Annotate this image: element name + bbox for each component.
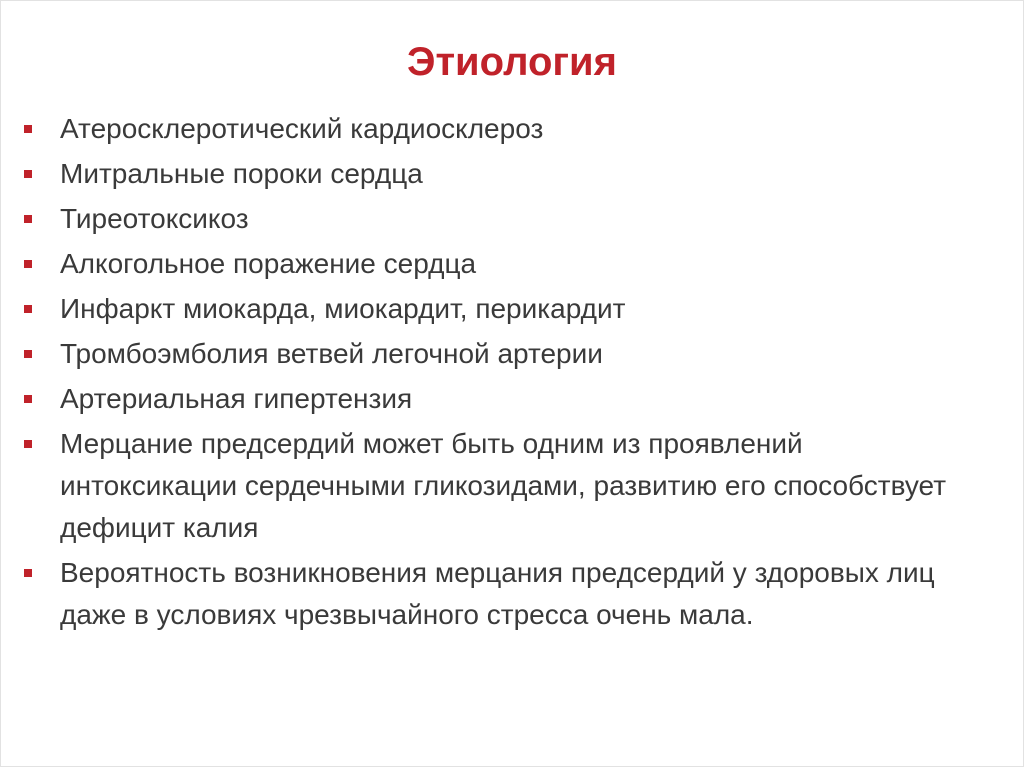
list-item	[24, 108, 984, 150]
bullet-text: Вероятность возникновения мерцания предсердий у здоровых лиц даже в условиях чрезвычайного стресса очень мала.	[60, 557, 935, 630]
bullet-text: Атеросклеротический кардиосклероз	[60, 113, 544, 144]
list-item	[24, 153, 984, 195]
bullet-list	[24, 108, 984, 639]
list-item	[24, 552, 984, 636]
bullet-square-icon	[24, 260, 32, 268]
bullet-square-icon	[24, 440, 32, 448]
list-item	[24, 288, 984, 330]
list-item	[24, 243, 984, 285]
slide-title: Этиология	[407, 40, 617, 84]
bullet-text: Артериальная гипертензия	[60, 383, 413, 414]
bullet-square-icon	[24, 305, 32, 313]
bullet-square-icon	[24, 569, 32, 577]
bullet-text: Тромбоэмболия ветвей легочной артерии	[60, 338, 603, 369]
bullet-text: Тиреотоксикоз	[60, 203, 249, 234]
bullet-text: Алкогольное поражение сердца	[60, 248, 477, 279]
bullet-square-icon	[24, 395, 32, 403]
bullet-text: Митральные пороки сердца	[60, 158, 423, 189]
bullet-text: Инфаркт миокарда, миокардит, перикардит	[60, 293, 626, 324]
bullet-text: Мерцание предсердий может быть одним из проявлений интоксикации сердечными гликозидами, развитию его способствует дефицит калия	[60, 428, 947, 543]
list-item	[24, 198, 984, 240]
bullet-square-icon	[24, 350, 32, 358]
list-item	[24, 378, 984, 420]
list-item	[24, 423, 984, 549]
bullet-square-icon	[24, 215, 32, 223]
bullet-square-icon	[24, 170, 32, 178]
list-item	[24, 333, 984, 375]
bullet-square-icon	[24, 125, 32, 133]
